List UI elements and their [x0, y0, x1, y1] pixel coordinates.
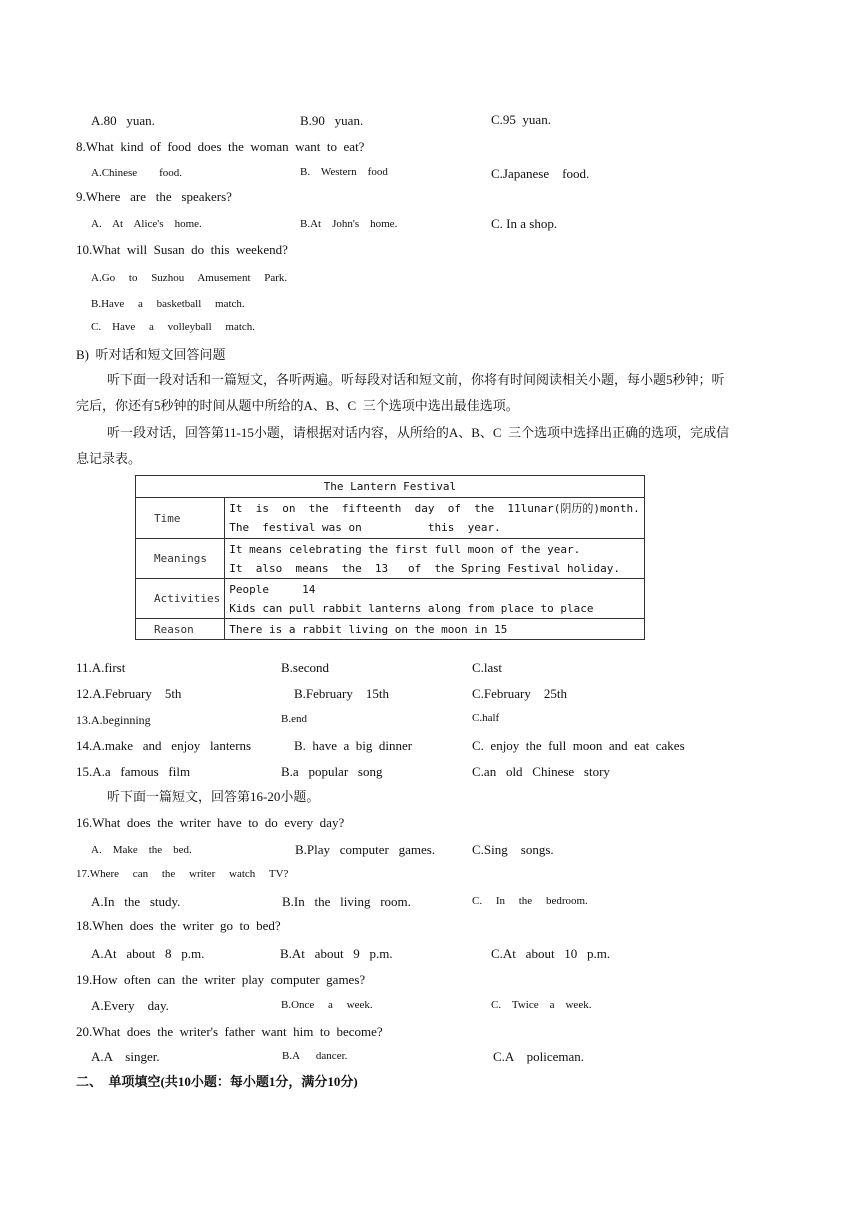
q7-option-b: B.90 yuan. [300, 113, 364, 128]
q11-option-c: C.last [472, 660, 502, 675]
q8-option-b: B. Western food [300, 166, 388, 178]
q20-question: 20.What does the writer's father want him to become? [76, 1024, 383, 1039]
q17-option-b: B.In the living room. [282, 894, 411, 909]
q13-option-a: 13.A.beginning [76, 713, 151, 727]
table-row [136, 498, 645, 539]
q8-question: 8.What kind of food does the woman want to eat? [76, 139, 365, 154]
q19-option-c: C. Twice a week. [491, 999, 592, 1011]
row-value-time [225, 498, 645, 539]
q20-option-b: B.A dancer. [282, 1050, 348, 1062]
q11-option-a: 11.A.first [76, 660, 126, 675]
q10-question: 10.What will Susan do this weekend? [76, 242, 288, 257]
meanings-line-2: It also means the 13 of the Spring Festival holiday. [229, 561, 620, 575]
reason-line-1: There is a rabbit living on the moon in 15 [229, 622, 508, 636]
q14-option-a: 14.A.make and enjoy lanterns [76, 738, 252, 753]
q11-option-b: B.second [281, 660, 330, 675]
row-key-time: Time [136, 498, 225, 539]
row-value-reason [225, 619, 645, 640]
q20-option-a: A.A singer. [91, 1049, 160, 1064]
q13-option-b: B.end [281, 713, 307, 725]
table-row [136, 579, 645, 619]
table-row [136, 539, 645, 579]
q10-option-a: A.Go to Suzhou Amusement Park. [91, 272, 288, 284]
activities-line-2: Kids can pull rabbit lanterns along from place to place [229, 601, 594, 615]
q14-option-c: C. enjoy the full moon and eat cakes [472, 738, 685, 753]
time-line-1: It is on the fifteenth day of the 11lunar(阴历的)month. [229, 502, 640, 515]
q9-question: 9.Where are the speakers? [76, 189, 232, 204]
table-row [136, 619, 645, 640]
q12-option-a: 12.A.February 5th [76, 686, 182, 701]
q8-option-c: C.Japanese food. [491, 166, 590, 181]
q18-option-b: B.At about 9 p.m. [280, 946, 393, 961]
q9-option-b: B.At John's home. [300, 218, 398, 230]
q19-question: 19.How often can the writer play computer games? [76, 972, 366, 987]
section-b-heading: B) 听对话和短文回答问题 [76, 347, 226, 362]
row-key-activities: Activities [136, 579, 225, 619]
time-line-2: The festival was on this year. [229, 521, 501, 534]
q14-option-b: B. have a big dinner [294, 738, 413, 753]
q15-option-a: 15.A.a famous film [76, 764, 191, 779]
q9-option-a: A. At Alice's home. [91, 218, 202, 230]
row-key-reason: Reason [136, 619, 225, 640]
row-value-activities [225, 579, 645, 619]
table-title: The Lantern Festival [136, 476, 645, 498]
q10-option-b: B.Have a basketball match. [91, 298, 245, 310]
q19-option-a: A.Every day. [91, 998, 169, 1013]
q16-question: 16.What does the writer have to do every day? [76, 815, 345, 830]
q12-option-b: B.February 15th [294, 686, 389, 701]
section-2-heading: 二、 单项填空(共10小题：每小题1分，满分10分) [76, 1074, 358, 1089]
q7-option-a: A.80 yuan. [91, 113, 155, 128]
section-b-instructions-line1: 听下面一段对话和一篇短文，各听两遍。听每段对话和短文前，你将有时间阅读相关小题，每小题5秒钟；听 [107, 372, 725, 387]
activities-line-1: People 14 [229, 582, 316, 596]
passage-instructions: 听下面一篇短文，回答第16-20小题。 [107, 789, 320, 804]
q18-option-a: A.At about 8 p.m. [91, 946, 205, 961]
q13-option-c: C.half [472, 712, 500, 724]
q17-option-a: A.In the study. [91, 894, 181, 909]
section-b-instructions-line2: 完后，你还有5秒钟的时间从题中所给的A、B、C 三个选项中选出最佳选项。 [76, 398, 519, 413]
meanings-line-1: It means celebrating the first full moon of the year. [229, 542, 581, 556]
q18-option-c: C.At about 10 p.m. [491, 946, 611, 961]
q19-option-b: B.Once a week. [281, 999, 373, 1011]
q15-option-c: C.an old Chinese story [472, 764, 610, 779]
q20-option-c: C.A policeman. [493, 1049, 584, 1064]
q18-question: 18.When does the writer go to bed? [76, 918, 281, 933]
dialogue-instructions-line2: 息记录表。 [76, 451, 142, 466]
q17-question: 17.Where can the writer watch TV? [76, 868, 289, 880]
dialogue-instructions-line1: 听一段对话，回答第11-15小题，请根据对话内容，从所给的A、B、C 三个选项中选择出正确的选项，完成信 [107, 425, 730, 440]
q16-option-b: B.Play computer games. [295, 842, 436, 857]
q8-option-a: A.Chinese food. [91, 167, 183, 179]
row-key-meanings: Meanings [136, 539, 225, 579]
q9-option-c: C. In a shop. [491, 216, 558, 231]
q17-option-c: C. In the bedroom. [472, 895, 588, 907]
row-value-meanings [225, 539, 645, 579]
q16-option-c: C.Sing songs. [472, 842, 554, 857]
q16-option-a: A. Make the bed. [91, 844, 192, 856]
q12-option-c: C.February 25th [472, 686, 567, 701]
q15-option-b: B.a popular song [281, 764, 383, 779]
q10-option-c: C. Have a volleyball match. [91, 321, 256, 333]
info-record-table [135, 475, 645, 640]
q7-option-c: C.95 yuan. [491, 112, 551, 127]
